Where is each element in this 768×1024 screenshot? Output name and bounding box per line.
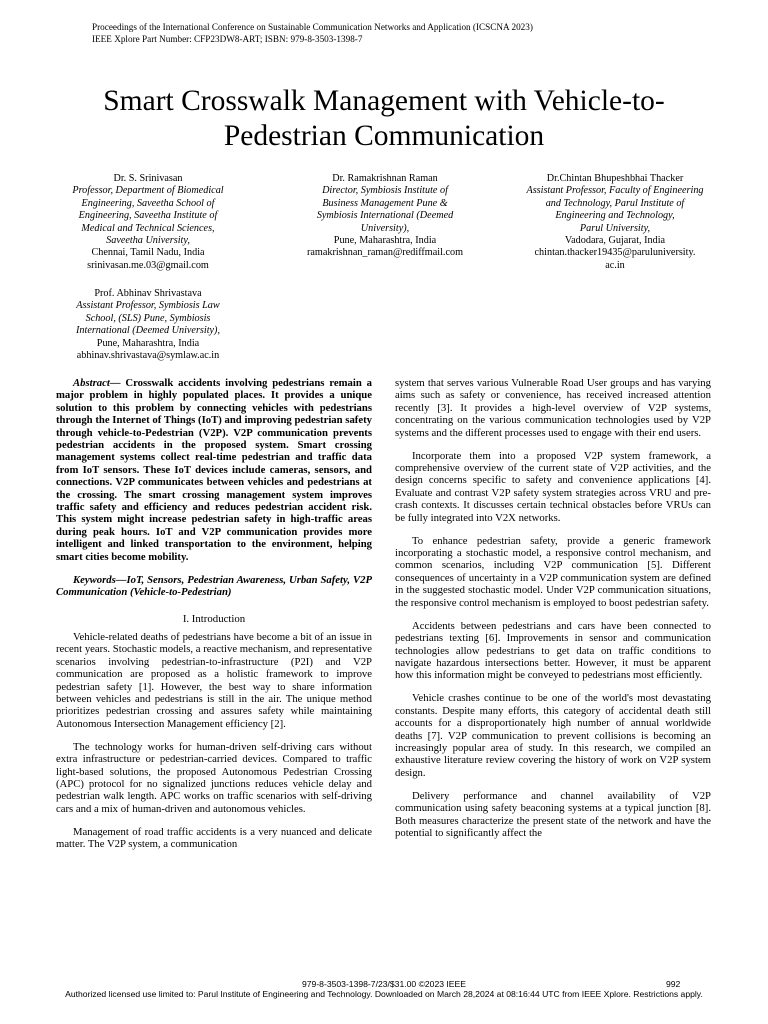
title-line-1: Smart Crosswalk Management with Vehicle-to- [103, 85, 665, 117]
title-line-2: Pedestrian Communication [223, 120, 545, 152]
body-paragraph: Delivery performance and channel availability of V2P communication using safety beaconing systems at a typical junction [8]. Both measures characterize the present state of the network and have the potential to significantly affect the [395, 789, 711, 839]
author-affiliation-line: Medical and Technical Sciences, [81, 222, 215, 234]
author-email-continued: ac.in [605, 259, 625, 271]
right-column [395, 377, 711, 839]
body-paragraph: Accidents between pedestrians and cars have been connected to pedestrians texting [6]. Improvements in sensor and communication technologies allow pedestrians to get data on traffic conditions to navigate hazardous intersections better. However, it must be apparent how this information might be conveyed to pedestrians most efficiently. [395, 619, 711, 682]
author-affiliation-line: School, (SLS) Pune, Symbiosis [85, 312, 211, 324]
author-email: ramakrishnan_raman@rediffmail.com [306, 247, 463, 259]
author-block [290, 173, 480, 260]
part-number: IEEE Xplore Part Number: CFP23DW8-ART; ISBN: 979-8-3503-1398-7 [92, 33, 363, 44]
abstract-text: Crosswalk accidents involving pedestrians remain a major problem in highly populated places. It provides a unique solution to this problem by connecting vehicles with pedestrians through the Internet of Things (IoT) and improving pedestrian safety through vehicle-to-Pedestrian (V2P). V2P communication prevents pedestrian accidents in the proposed system. Smart crossing management systems collect real-time pedestrian and traffic data from IoT sensors. These IoT devices include cameras, sensors, and connections. V2P communicates between vehicles and pedestrians at the crossing. The smart crossing management system improves traffic safety and efficiency and reduces pedestrian accident risk. This system might increase pedestrian safety in high-traffic areas during peak hours. IoT and V2P communication provides more intelligent and linked transportation to the environment, helping smart cities become mobility. [56, 377, 373, 563]
proceedings-header [92, 22, 533, 45]
paper-title [40, 84, 728, 154]
author-email: srinivasan.me.03@gmail.com [87, 259, 209, 271]
author-affiliation-line: University), [360, 222, 410, 234]
body-paragraph: Incorporate them into a proposed V2P system framework, a comprehensive overview of the current state of V2P activities, and the design concerns specific to safety and convenience applications [4]. Evaluate and contrast V2P safety system strategies across VRU and pre-crash contexts. It discusses certain technical obstacles before VRUs can be fully integrated into V2X networks. [395, 449, 711, 524]
author-affiliation-line: Professor, Department of Biomedical [72, 185, 224, 197]
author-block [515, 173, 715, 272]
left-column [56, 377, 372, 851]
body-paragraph: Vehicle-related deaths of pedestrians have become a bit of an issue in recent years. Stochastic models, a reactive mechanism, and representative scenarios involving pedestrian-to-infrastructure (P2I) and V2P communication are proposed as a holistic framework to improve pedestrian safety [1]. However, the best way to share information between vehicles and pedestrians is still in the air. The unique method prioritizes pedestrian crossing and assures safety while maintaining Autonomous Intersection Management efficiency [2]. [56, 630, 372, 730]
body-paragraph: Management of road traffic accidents is a very nuanced and delicate matter. The V2P system, a communication [56, 825, 372, 851]
author-block [58, 173, 238, 272]
author-name: Prof. Abhinav Shrivastava [94, 288, 202, 299]
copyright-text: 979-8-3503-1398-7/23/$31.00 ©2023 IEEE [301, 979, 466, 989]
author-affiliation-line: Parul University, [579, 222, 651, 234]
proceedings-title: Proceedings of the International Conference on Sustainable Communication Networks and Application (ICSCNA 2023) [92, 22, 533, 32]
author-affiliation-line: and Technology, Parul Institute of [545, 197, 685, 209]
author-affiliation-line: Engineering, Saveetha School of [81, 197, 215, 209]
author-affiliation-line: International (Deemed University), [76, 325, 220, 337]
copyright-footer [0, 979, 768, 989]
keywords-text: IoT, Sensors, Pedestrian Awareness, Urban Safety, V2P Communication (Vehicle-to-Pedestrian) [56, 573, 372, 599]
author-block [58, 288, 238, 362]
page-number: 992 [666, 979, 681, 989]
author-affiliation-line: Assistant Professor, Faculty of Engineering [526, 185, 704, 197]
author-affiliation-line: Assistant Professor, Symbiosis Law [76, 300, 220, 312]
author-affiliation-line: Engineering and Technology, [555, 210, 675, 222]
author-location: Chennai, Tamil Nadu, India [91, 247, 205, 259]
keywords-label: Keywords— [73, 573, 127, 586]
author-location: Vadodara, Gujarat, India [564, 235, 666, 247]
abstract [56, 377, 372, 563]
section-heading: I. Introduction [182, 612, 246, 625]
author-name: Dr. Ramakrishnan Raman [332, 173, 438, 184]
author-email: chintan.thacker19435@paruluniversity. [534, 247, 696, 259]
author-location: Pune, Maharashtra, India [96, 337, 200, 349]
author-email: abhinav.shrivastava@symlaw.ac.in [76, 350, 220, 362]
body-paragraph: The technology works for human-driven self-driving cars without extra infrastructure or pedestrian-carried devices. Compared to traffic light-based solutions, the proposed Autonomous Pedestrian Crossing (APC) protocol for no signalized junctions reduces vehicle delay and pedestrian walk length. APC works on traffic scenarios with self-driving cars and a mix of human-driven and autonomous vehicles. [56, 740, 372, 815]
body-paragraph: system that serves various Vulnerable Road User groups and has varying aims such as safety or convenience, has received increased attention recently [3]. It provides a high-level overview of V2P systems, concentrating on the various communication technologies used by V2P systems and the different processes used to engage with their end users. [395, 377, 711, 439]
author-affiliation-line: Director, Symbiosis Institute of [322, 185, 448, 197]
body-paragraph: Vehicle crashes continue to be one of the world's most devastating constants. Despite many efforts, this category of accidental death still accounts for a disproportionately high number of annual worldwide deaths [7]. V2P communication to prevent collisions is becoming an increasingly popular area of study. In this research, we compiled an exhaustive literature review covering the history of work on V2P system design. [395, 692, 711, 779]
author-affiliation-line: Engineering, Saveetha Institute of [78, 210, 218, 222]
author-location: Pune, Maharashtra, India [333, 235, 437, 247]
author-name: Dr.Chintan Bhupeshbhai Thacker [546, 173, 684, 184]
license-footer: Authorized licensed use limited to: Parul Institute of Engineering and Technology. Downloaded on March 28,2024 at 08:16:44 UTC from IEEE Xplore. Restrictions apply. [65, 989, 703, 999]
author-name: Dr. S. Srinivasan [113, 173, 183, 184]
body-paragraph: To enhance pedestrian safety, provide a generic framework incorporating a stochastic model, a responsive control mechanism, and common scenarios, including V2P communication [5]. Different consequences of uncertainty in a V2P communication system are defined in the suggested stochastic model. Under V2P communication situations, the responsive control mechanism is employed to boost pedestrian safety. [395, 534, 711, 609]
author-affiliation-line: Saveetha University, [106, 235, 190, 247]
author-affiliation-line: Business Management Pune & [322, 197, 448, 209]
abstract-label: Abstract— [73, 377, 121, 389]
keywords [56, 574, 372, 599]
author-affiliation-line: Symbiosis International (Deemed [316, 210, 454, 222]
